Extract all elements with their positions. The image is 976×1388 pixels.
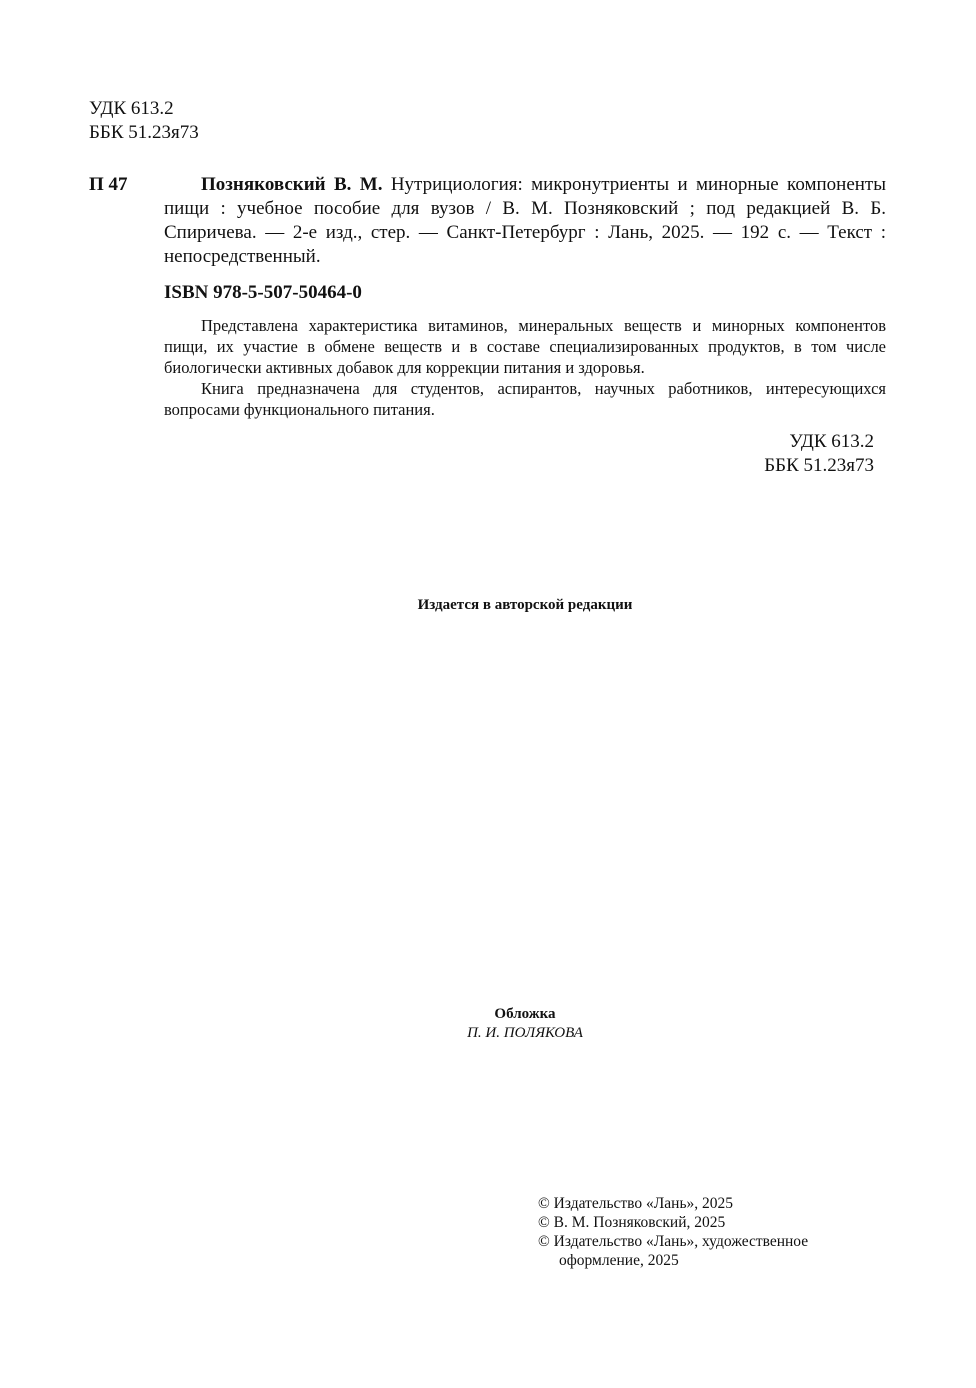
abstract <box>164 315 886 420</box>
catalog-author: Позняковский В. М. <box>201 174 383 195</box>
abstract-paragraph: Представлена характеристика витаминов, минеральных веществ и минорных компонентов пищи, их участие в обмене веществ и в составе специализированных продуктов, в том числе биологически активных добавок для коррекции питания и здоровья. <box>164 316 886 377</box>
classification-bottom <box>640 430 874 478</box>
udk-code: УДК 613.2 <box>789 431 874 452</box>
cover-label: Обложка <box>494 1006 556 1022</box>
udk-code: УДК 613.2 <box>89 98 174 119</box>
edition-note: Издается в авторской редакции <box>417 597 633 613</box>
abstract-paragraph: Книга предназначена для студентов, аспирантов, научных работников, интересующихся вопросами функционального питания. <box>164 379 886 419</box>
copyright-line: © Издательство «Лань», художественное <box>538 1233 809 1250</box>
catalog-entry <box>164 173 886 269</box>
bbk-code: ББК 51.23я73 <box>764 455 874 476</box>
copyright-block <box>538 1194 868 1270</box>
copyright-line: © В. М. Позняковский, 2025 <box>538 1214 726 1231</box>
cover-designer: П. И. ПОЛЯКОВА <box>467 1025 583 1041</box>
copyright-line: © Издательство «Лань», 2025 <box>538 1195 734 1212</box>
classification-top <box>89 97 199 145</box>
catalog-description: Нутрициология: микронутриенты и минорные компоненты пищи : учебное пособие для вузов / В. М. Позняковский ; под редакцией В. Б. Спиричева. — 2-е изд., стер. — Санкт-Петербург : Лань, 2025. — 192 с. — Текст : непосредственный. <box>164 174 886 267</box>
cover-credit <box>0 1005 976 1043</box>
bbk-code: ББК 51.23я73 <box>89 122 199 143</box>
copyright-line: оформление, 2025 <box>559 1252 679 1269</box>
isbn: ISBN 978-5-507-50464-0 <box>164 282 362 303</box>
catalog-code: П 47 <box>89 174 128 195</box>
